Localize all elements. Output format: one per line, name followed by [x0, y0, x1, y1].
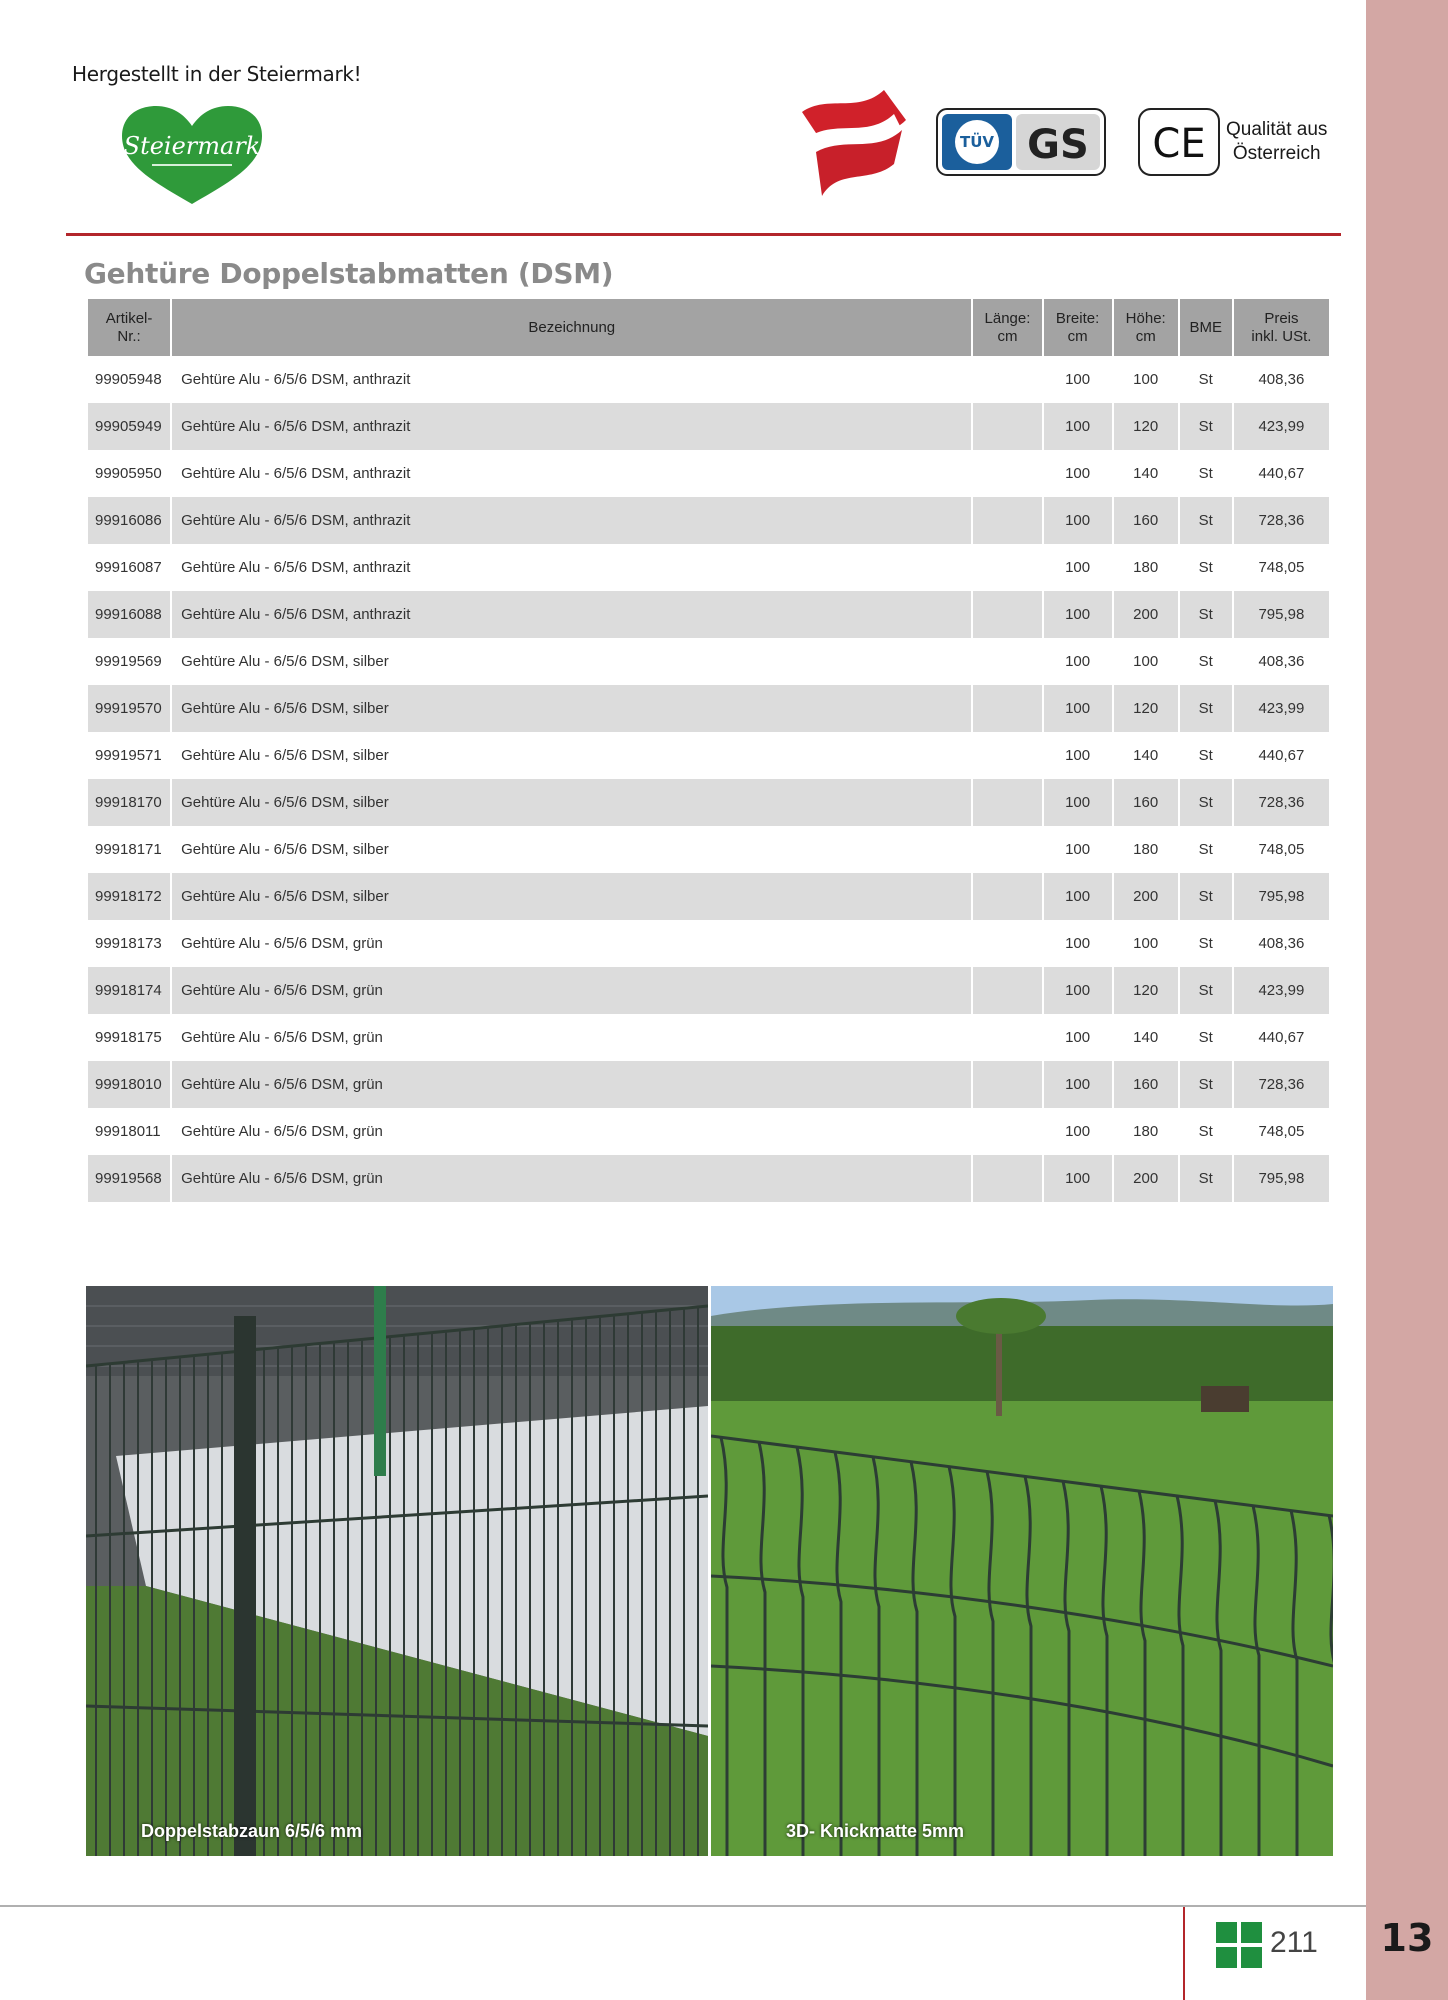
chapter-number: 13 [1380, 1916, 1434, 1960]
cell-breite: 100 [1044, 967, 1112, 1014]
header-divider [66, 233, 1341, 236]
cell-preis: 423,99 [1234, 403, 1329, 450]
cell-preis: 728,36 [1234, 497, 1329, 544]
cell-breite: 100 [1044, 685, 1112, 732]
cell-laenge [973, 450, 1041, 497]
cell-bezeichnung: Gehtüre Alu - 6/5/6 DSM, silber [172, 873, 971, 920]
col-laenge: Länge: cm [973, 299, 1041, 356]
cell-artikel: 99918011 [95, 1123, 161, 1140]
photo-doppelstabzaun [86, 1286, 708, 1856]
cell-bme: St [1180, 1155, 1232, 1202]
cell-laenge [973, 1155, 1041, 1202]
cell-bme: St [1180, 685, 1232, 732]
cell-artikel: 99918010 [88, 1061, 170, 1108]
cell-preis: 748,05 [1258, 559, 1305, 576]
col-breite: Breite: cm [1044, 299, 1112, 356]
table-row [88, 591, 1329, 638]
cell-laenge [973, 779, 1041, 826]
cell-bezeichnung: Gehtüre Alu - 6/5/6 DSM, anthrazit [181, 559, 411, 576]
cell-hoehe: 200 [1114, 873, 1178, 920]
cell-preis: 795,98 [1234, 873, 1329, 920]
cell-breite: 100 [1044, 873, 1112, 920]
cell-bme: St [1180, 873, 1232, 920]
cell-artikel: 99918175 [95, 1029, 162, 1046]
cell-laenge [973, 1061, 1041, 1108]
cell-bme: St [1198, 559, 1213, 576]
cell-bezeichnung: Gehtüre Alu - 6/5/6 DSM, grün [181, 1123, 383, 1140]
cell-preis: 728,36 [1234, 1061, 1329, 1108]
col-bezeichnung: Bezeichnung [172, 299, 971, 356]
cell-artikel: 99918172 [88, 873, 170, 920]
cell-laenge [973, 497, 1041, 544]
cell-hoehe: 100 [1133, 935, 1159, 952]
cell-bme: St [1180, 591, 1232, 638]
cell-laenge [973, 638, 1041, 685]
photo-left-caption: Doppelstabzaun 6/5/6 mm [141, 1821, 363, 1841]
cell-breite: 100 [1065, 935, 1091, 952]
cell-artikel: 99918174 [88, 967, 170, 1014]
cell-preis: 440,67 [1258, 465, 1305, 482]
cell-hoehe: 140 [1133, 747, 1159, 764]
footer-divider [0, 1905, 1366, 1907]
cell-artikel: 99918173 [95, 935, 162, 952]
cell-breite: 100 [1065, 1123, 1091, 1140]
cell-bezeichnung: Gehtüre Alu - 6/5/6 DSM, grün [172, 967, 971, 1014]
cell-bme: St [1198, 747, 1213, 764]
table-row [88, 826, 1329, 873]
cell-artikel: 99919568 [88, 1155, 170, 1202]
cell-artikel: 99916087 [95, 559, 162, 576]
cell-hoehe: 140 [1133, 465, 1159, 482]
page-number: 211 [1270, 1926, 1318, 1959]
cell-preis: 408,36 [1258, 371, 1305, 388]
cell-breite: 100 [1065, 559, 1091, 576]
cell-laenge [973, 1014, 1041, 1061]
quality-line-2: Österreich [1232, 143, 1321, 164]
cell-bezeichnung: Gehtüre Alu - 6/5/6 DSM, anthrazit [181, 465, 411, 482]
photo-right-caption: 3D- Knickmatte 5mm [786, 1821, 965, 1841]
cell-preis: 795,98 [1234, 1155, 1329, 1202]
table-row [88, 1155, 1329, 1202]
cell-artikel: 99916086 [88, 497, 170, 544]
cell-bezeichnung: Gehtüre Alu - 6/5/6 DSM, silber [181, 653, 389, 670]
cell-bme: St [1180, 403, 1232, 450]
cell-breite: 100 [1065, 1029, 1091, 1046]
cell-laenge [973, 967, 1041, 1014]
side-strip [1366, 0, 1448, 2000]
cell-breite: 100 [1044, 1155, 1112, 1202]
table-row [88, 497, 1329, 544]
cell-breite: 100 [1065, 371, 1091, 388]
cell-breite: 100 [1044, 497, 1112, 544]
cell-hoehe: 160 [1114, 1061, 1178, 1108]
col-preis: Preis inkl. USt. [1234, 299, 1329, 356]
cell-breite: 100 [1065, 653, 1091, 670]
cell-bezeichnung: Gehtüre Alu - 6/5/6 DSM, grün [181, 935, 383, 952]
cell-breite: 100 [1065, 465, 1091, 482]
table-row [88, 450, 1329, 497]
cell-preis: 748,05 [1258, 841, 1305, 858]
cell-bme: St [1180, 779, 1232, 826]
section-title: Gehtüre Doppelstabmatten (DSM) [84, 257, 614, 290]
cell-laenge [973, 403, 1041, 450]
cell-bezeichnung: Gehtüre Alu - 6/5/6 DSM, anthrazit [172, 591, 971, 638]
cell-bezeichnung: Gehtüre Alu - 6/5/6 DSM, grün [172, 1155, 971, 1202]
cell-bezeichnung: Gehtüre Alu - 6/5/6 DSM, silber [181, 841, 389, 858]
cell-bme: St [1198, 1123, 1213, 1140]
table-row [88, 1108, 1329, 1155]
table-row [88, 967, 1329, 1014]
cell-laenge [973, 544, 1041, 591]
cell-hoehe: 120 [1114, 967, 1178, 1014]
cell-bme: St [1198, 841, 1213, 858]
col-artikel: Artikel- Nr.: [88, 299, 170, 356]
cell-breite: 100 [1044, 779, 1112, 826]
cell-hoehe: 140 [1133, 1029, 1159, 1046]
table-row [88, 873, 1329, 920]
cell-preis: 423,99 [1234, 685, 1329, 732]
cell-preis: 408,36 [1258, 935, 1305, 952]
cell-hoehe: 200 [1114, 591, 1178, 638]
cell-artikel: 99919569 [95, 653, 162, 670]
table-row [88, 356, 1329, 403]
ce-text-mark: CE [1152, 121, 1206, 167]
cell-bme: St [1198, 653, 1213, 670]
cell-bme: St [1198, 935, 1213, 952]
table-row [88, 685, 1329, 732]
cell-breite: 100 [1044, 403, 1112, 450]
cell-bezeichnung: Gehtüre Alu - 6/5/6 DSM, silber [181, 747, 389, 764]
cell-laenge [973, 826, 1041, 873]
cell-bezeichnung: Gehtüre Alu - 6/5/6 DSM, anthrazit [172, 497, 971, 544]
cell-preis: 748,05 [1258, 1123, 1305, 1140]
cell-hoehe: 120 [1114, 685, 1178, 732]
cell-preis: 440,67 [1258, 1029, 1305, 1046]
footer-accent-line [1183, 1907, 1185, 2000]
product-table [86, 299, 1331, 1202]
tagline: Hergestellt in der Steiermark! [72, 62, 362, 86]
cell-bezeichnung: Gehtüre Alu - 6/5/6 DSM, anthrazit [172, 403, 971, 450]
cell-hoehe: 100 [1133, 371, 1159, 388]
ce-mark-icon [1138, 108, 1220, 176]
table-row [88, 1014, 1329, 1061]
austria-flag-ribbon-icon [798, 84, 910, 200]
cell-artikel: 99905950 [95, 465, 162, 482]
cell-artikel: 99916088 [88, 591, 170, 638]
col-bme: BME [1180, 299, 1232, 356]
cell-hoehe: 180 [1133, 1123, 1159, 1140]
cell-hoehe: 100 [1133, 653, 1159, 670]
green-grid-icon [1216, 1922, 1262, 1968]
cell-bme: St [1198, 1029, 1213, 1046]
table-row [88, 732, 1329, 779]
table-row [88, 779, 1329, 826]
cell-artikel: 99905949 [88, 403, 170, 450]
col-hoehe: Höhe: cm [1114, 299, 1178, 356]
cell-bme: St [1198, 371, 1213, 388]
cell-hoehe: 160 [1114, 497, 1178, 544]
table-header-row [88, 299, 1329, 356]
cell-artikel: 99919570 [88, 685, 170, 732]
cell-laenge [973, 1108, 1041, 1155]
gs-text: GS [1027, 122, 1089, 168]
cell-preis: 795,98 [1234, 591, 1329, 638]
table-body [88, 356, 1329, 1202]
cell-breite: 100 [1065, 841, 1091, 858]
table-row [88, 403, 1329, 450]
cell-artikel: 99919571 [95, 747, 162, 764]
cell-hoehe: 200 [1114, 1155, 1178, 1202]
tuv-text: TÜV [959, 133, 995, 151]
table-row [88, 920, 1329, 967]
steiermark-logo-text: Steiermark [123, 132, 261, 160]
cell-hoehe: 180 [1133, 841, 1159, 858]
cell-laenge [973, 873, 1041, 920]
cell-bezeichnung: Gehtüre Alu - 6/5/6 DSM, silber [172, 685, 971, 732]
table-row [88, 638, 1329, 685]
photo-3d-knickmatte [711, 1286, 1333, 1856]
cell-laenge [973, 732, 1041, 779]
cell-bme: St [1180, 967, 1232, 1014]
cell-bezeichnung: Gehtüre Alu - 6/5/6 DSM, silber [172, 779, 971, 826]
cell-bezeichnung: Gehtüre Alu - 6/5/6 DSM, grün [181, 1029, 383, 1046]
cell-bezeichnung: Gehtüre Alu - 6/5/6 DSM, grün [172, 1061, 971, 1108]
cell-laenge [973, 591, 1041, 638]
cell-hoehe: 120 [1114, 403, 1178, 450]
cell-breite: 100 [1044, 591, 1112, 638]
cell-breite: 100 [1044, 1061, 1112, 1108]
cell-preis: 408,36 [1258, 653, 1305, 670]
cell-artikel: 99918170 [88, 779, 170, 826]
cell-bme: St [1180, 497, 1232, 544]
cell-artikel: 99905948 [95, 371, 162, 388]
cell-bme: St [1180, 1061, 1232, 1108]
cell-hoehe: 160 [1114, 779, 1178, 826]
cell-laenge [973, 685, 1041, 732]
cell-preis: 423,99 [1234, 967, 1329, 1014]
table-row [88, 544, 1329, 591]
cell-bme: St [1198, 465, 1213, 482]
tuv-gs-certification-icon [936, 108, 1106, 176]
quality-line-1: Qualität aus [1226, 119, 1328, 140]
table-row [88, 1061, 1329, 1108]
cell-preis: 440,67 [1258, 747, 1305, 764]
cell-laenge [973, 920, 1041, 967]
cell-breite: 100 [1065, 747, 1091, 764]
cell-hoehe: 180 [1133, 559, 1159, 576]
cell-laenge [973, 356, 1041, 403]
cell-artikel: 99918171 [95, 841, 162, 858]
steiermark-logo [118, 104, 266, 208]
quality-label [1226, 118, 1327, 166]
cell-preis: 728,36 [1234, 779, 1329, 826]
cell-bezeichnung: Gehtüre Alu - 6/5/6 DSM, anthrazit [181, 371, 411, 388]
